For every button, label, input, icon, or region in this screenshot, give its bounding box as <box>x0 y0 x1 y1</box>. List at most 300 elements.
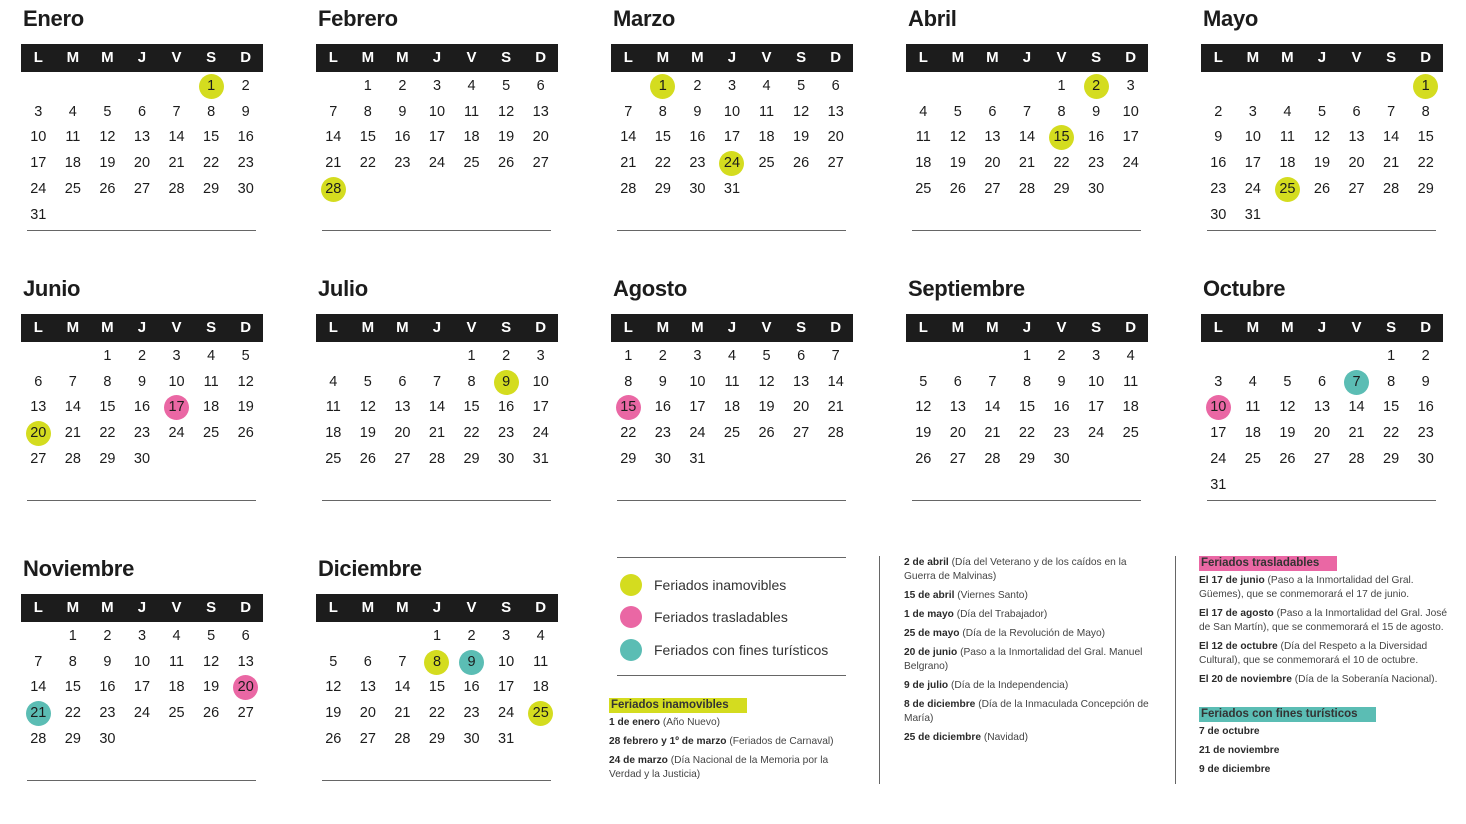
holiday-marker: 2 <box>1084 74 1109 99</box>
day-cell: 3 <box>1126 78 1135 94</box>
holiday-entry <box>904 646 1154 674</box>
day-cell: 1 <box>432 628 442 644</box>
day-cell: 13 <box>237 653 254 670</box>
weekday-label: D <box>830 319 842 336</box>
weekday-header <box>611 44 853 72</box>
day-cell: 12 <box>793 103 810 120</box>
holiday-date: 1 de enero <box>609 717 660 728</box>
day-cell: 7 <box>68 373 77 390</box>
day-cell: 27 <box>532 155 549 172</box>
day-cell: 22 <box>1018 425 1036 442</box>
weekday-label: D <box>535 599 547 616</box>
day-cell: 30 <box>463 730 480 747</box>
day-cell: 10 <box>532 373 549 390</box>
day-cell: 26 <box>237 425 254 442</box>
day-cell <box>420 650 455 676</box>
weekday-header <box>316 314 558 342</box>
day-cell: 2 <box>467 628 476 644</box>
day-cell: 7 <box>831 348 840 364</box>
day-cell: 2 <box>693 78 702 94</box>
weekday-label: M <box>951 49 965 66</box>
day-cell: 6 <box>398 373 407 390</box>
day-cell: 11 <box>169 653 185 670</box>
day-cell: 11 <box>203 373 219 390</box>
day-cell: 19 <box>325 705 342 722</box>
day-cell: 26 <box>359 450 376 467</box>
month-title: Septiembre <box>908 276 1025 301</box>
day-cell: 10 <box>1088 373 1105 390</box>
holiday-entry <box>1199 640 1449 668</box>
weekday-label: J <box>1022 319 1032 336</box>
day-cell: 17 <box>428 129 446 146</box>
holiday-date: 9 de julio <box>904 680 949 691</box>
day-cell: 6 <box>831 78 840 94</box>
holiday-date: 2 de abril <box>904 557 949 568</box>
month-divider <box>27 780 256 781</box>
day-cell: 2 <box>1421 348 1430 364</box>
day-cell: 19 <box>758 399 775 416</box>
day-cell: 2 <box>658 348 667 364</box>
day-cell: 5 <box>762 348 771 364</box>
day-cell <box>646 74 681 100</box>
day-cell: 22 <box>1383 425 1400 442</box>
day-cell: 20 <box>133 155 151 172</box>
weekday-header <box>21 44 263 72</box>
day-cell: 15 <box>64 679 81 696</box>
day-cell: 17 <box>532 399 549 416</box>
weekday-label: L <box>918 319 928 336</box>
weekday-label: J <box>1317 49 1327 66</box>
day-cell: 3 <box>34 103 43 120</box>
month-divider <box>322 500 551 501</box>
day-cell: 28 <box>827 425 844 442</box>
weekday-label: J <box>1022 49 1032 66</box>
month-divider <box>617 230 846 231</box>
weekday-label: D <box>830 49 842 66</box>
month-title: Abril <box>908 6 957 31</box>
month-title: Agosto <box>613 276 687 301</box>
day-cell: 11 <box>325 399 341 416</box>
day-cell: 26 <box>793 155 810 172</box>
day-cell: 9 <box>137 373 147 390</box>
holiday-description: (Paso a la Inmortalidad del Gral. José de San Martín), que se conmemorará el 15 de agosto. <box>1199 608 1448 633</box>
holiday-description: (Paso a la Inmortalidad del Gral. Manuel Belgrano) <box>904 647 1143 672</box>
day-cell: 20 <box>1313 425 1331 442</box>
holiday-date: El 12 de octubre <box>1199 641 1278 652</box>
weekday-label: D <box>535 319 547 336</box>
day-cell: 21 <box>984 425 1001 442</box>
weekday-label: M <box>951 319 965 336</box>
day-cell <box>194 74 229 100</box>
weekday-header <box>1201 44 1443 72</box>
day-cell: 21 <box>1018 155 1036 172</box>
weekday-label: D <box>1420 319 1432 336</box>
holiday-marker: 24 <box>719 151 744 176</box>
day-cell: 2 <box>103 628 112 644</box>
day-cell: 15 <box>1018 399 1036 416</box>
weekday-label: M <box>396 49 409 66</box>
day-cell: 26 <box>915 450 932 467</box>
day-cell: 4 <box>1248 373 1257 390</box>
holiday-entry <box>1199 744 1449 758</box>
day-cell: 31 <box>30 206 47 223</box>
inamovibles-title: Feriados inamovibles <box>609 698 747 713</box>
month-divider <box>27 500 256 501</box>
holiday-entry <box>609 716 849 730</box>
day-cell: 21 <box>1383 155 1400 172</box>
day-cell <box>523 701 558 727</box>
holiday-marker: 15 <box>616 395 641 420</box>
day-cell: 8 <box>103 373 112 390</box>
day-cell: 1 <box>68 628 77 644</box>
day-cell: 12 <box>325 679 342 696</box>
holiday-description: (Día de la Inmaculada Concepción de María) <box>904 699 1149 724</box>
month-divider <box>322 230 551 231</box>
day-cell: 19 <box>359 425 376 442</box>
month-divider <box>912 500 1141 501</box>
day-cell: 26 <box>758 425 775 442</box>
weekday-label: S <box>206 49 217 66</box>
day-cell: 27 <box>1313 450 1331 467</box>
weekday-label: S <box>501 49 512 66</box>
day-cell: 28 <box>168 180 185 197</box>
day-cell: 13 <box>949 399 966 416</box>
day-cell: 24 <box>1122 155 1139 172</box>
day-cell: 3 <box>536 348 545 364</box>
day-cell: 15 <box>428 679 446 696</box>
holiday-marker: 17 <box>164 395 189 420</box>
day-cell: 24 <box>689 425 706 442</box>
day-cell: 7 <box>398 653 407 670</box>
day-cell: 29 <box>620 450 637 467</box>
day-cell: 23 <box>463 705 480 722</box>
day-cell: 20 <box>827 129 844 146</box>
holiday-marker: 1 <box>1413 74 1438 99</box>
weekday-label: M <box>66 599 80 616</box>
weekday-label: M <box>66 319 80 336</box>
holiday-marker: 1 <box>650 74 675 99</box>
day-cell: 29 <box>463 450 480 467</box>
day-cell: 12 <box>237 373 254 390</box>
weekday-label: S <box>501 599 512 616</box>
day-cell: 10 <box>1122 103 1139 120</box>
day-cell: 17 <box>723 129 741 146</box>
day-cell <box>1079 74 1114 100</box>
day-cell: 1 <box>467 348 476 364</box>
pink-dot-icon <box>620 606 642 628</box>
day-cell: 6 <box>137 103 147 120</box>
day-cell: 27 <box>359 730 376 747</box>
day-cell: 27 <box>1348 180 1365 197</box>
day-cell <box>454 650 489 676</box>
day-cell: 21 <box>827 399 844 416</box>
day-cell: 9 <box>1092 103 1101 120</box>
weekday-label: S <box>1386 49 1397 66</box>
weekday-label: S <box>206 599 217 616</box>
day-cell <box>228 675 263 701</box>
day-cell: 25 <box>1122 425 1139 442</box>
day-cell: 7 <box>329 103 338 120</box>
holiday-description: (Día de la Soberanía Nacional). <box>1294 674 1438 685</box>
weekday-label: V <box>171 319 182 336</box>
holiday-date: 28 febrero y 1º de marzo <box>609 736 727 747</box>
day-cell: 16 <box>654 399 671 416</box>
weekday-label: M <box>1281 319 1294 336</box>
weekday-label: M <box>396 319 409 336</box>
day-cell: 30 <box>689 180 706 197</box>
day-cell: 15 <box>463 399 480 416</box>
month-title: Febrero <box>318 6 398 31</box>
weekday-label: D <box>240 599 252 616</box>
day-cell: 25 <box>463 155 480 172</box>
day-cell: 28 <box>1383 180 1400 197</box>
holiday-description: (Paso a la Inmortalidad del Gral. Güemes), que se conmemorará el 17 de junio. <box>1199 575 1414 600</box>
day-cell: 23 <box>689 155 706 172</box>
holiday-marker: 8 <box>424 650 449 675</box>
weekday-label: M <box>101 599 114 616</box>
holiday-date: El 20 de noviembre <box>1199 674 1292 685</box>
day-cell: 21 <box>64 425 81 442</box>
day-cell: 23 <box>1088 155 1105 172</box>
day-cell: 20 <box>984 155 1001 172</box>
day-cell: 12 <box>203 653 220 670</box>
day-cell: 31 <box>1210 476 1227 493</box>
day-cell: 23 <box>498 425 515 442</box>
day-cell: 3 <box>432 78 442 94</box>
day-cell: 19 <box>203 679 220 696</box>
weekday-header <box>21 594 263 622</box>
weekday-label: M <box>986 319 999 336</box>
month-title: Octubre <box>1203 276 1286 301</box>
day-cell: 4 <box>1126 348 1135 364</box>
day-cell: 5 <box>797 78 806 94</box>
day-cell: 23 <box>237 155 254 172</box>
day-cell: 27 <box>237 705 254 722</box>
day-cell: 12 <box>949 129 966 146</box>
day-cell: 11 <box>915 129 931 146</box>
day-cell: 28 <box>984 450 1001 467</box>
day-cell: 10 <box>689 373 706 390</box>
legend-item-turisticos <box>620 639 828 661</box>
day-cell: 26 <box>99 180 116 197</box>
day-cell <box>1044 125 1079 151</box>
weekday-label: V <box>171 599 182 616</box>
day-cell: 30 <box>1210 206 1227 223</box>
weekday-label: J <box>1317 319 1327 336</box>
day-cell: 17 <box>1244 155 1261 172</box>
day-cell: 4 <box>172 628 181 644</box>
day-cell: 5 <box>502 78 511 94</box>
turisticos-title: Feriados con fines turísticos <box>1199 707 1376 722</box>
day-cell: 27 <box>949 450 966 467</box>
day-cell: 17 <box>1088 399 1105 416</box>
weekday-label: V <box>1056 49 1067 66</box>
weekday-label: J <box>727 319 737 336</box>
day-cell: 8 <box>207 103 216 120</box>
day-cell: 29 <box>1053 180 1070 197</box>
holiday-description: (Día del Veterano y de los caídos en la Guerra de Malvinas) <box>904 557 1127 582</box>
day-cell: 24 <box>428 155 446 172</box>
holiday-marker: 20 <box>26 421 51 446</box>
day-cell: 22 <box>1053 155 1070 172</box>
weekday-label: L <box>328 319 338 336</box>
month-title: Enero <box>23 6 84 31</box>
day-cell: 4 <box>68 103 77 120</box>
day-cell: 22 <box>463 425 480 442</box>
holiday-description: (Navidad) <box>983 732 1029 743</box>
day-cell: 9 <box>1421 373 1430 390</box>
day-cell: 14 <box>428 399 446 416</box>
day-cell: 7 <box>988 373 997 390</box>
legend-item-inamovibles <box>620 574 786 596</box>
day-cell: 22 <box>203 155 220 172</box>
weekday-label: M <box>691 49 704 66</box>
day-cell: 9 <box>1057 373 1066 390</box>
weekday-label: S <box>1091 319 1102 336</box>
holiday-date: 15 de abril <box>904 590 955 601</box>
weekday-label: L <box>33 319 43 336</box>
day-cell: 10 <box>498 653 515 670</box>
day-cell: 13 <box>30 399 47 416</box>
day-cell: 28 <box>394 730 411 747</box>
day-cell: 27 <box>827 155 844 172</box>
weekday-label: V <box>466 319 477 336</box>
holiday-entry <box>904 698 1154 726</box>
day-cell: 10 <box>133 653 151 670</box>
day-cell: 30 <box>133 450 151 467</box>
day-cell: 22 <box>428 705 446 722</box>
month-divider <box>617 500 846 501</box>
weekday-label: M <box>66 49 80 66</box>
day-cell: 20 <box>793 399 810 416</box>
day-cell: 12 <box>99 129 116 146</box>
day-cell: 20 <box>1348 155 1365 172</box>
day-cell: 30 <box>498 450 515 467</box>
day-cell: 16 <box>463 679 480 696</box>
day-cell: 25 <box>325 450 342 467</box>
day-cell: 22 <box>620 425 637 442</box>
trasladables-title: Feriados trasladables <box>1199 556 1337 571</box>
holiday-entry <box>904 627 1154 641</box>
day-cell: 28 <box>64 450 81 467</box>
holiday-description: (Viernes Santo) <box>957 590 1028 601</box>
day-cell: 10 <box>168 373 185 390</box>
weekday-label: M <box>361 49 375 66</box>
day-cell: 17 <box>133 679 151 696</box>
day-cell: 29 <box>428 730 446 747</box>
day-cell: 22 <box>1417 155 1434 172</box>
weekday-label: J <box>137 319 147 336</box>
day-cell: 30 <box>99 730 116 747</box>
day-cell: 10 <box>1244 129 1261 146</box>
day-cell: 7 <box>624 103 633 120</box>
day-cell: 5 <box>1317 103 1327 120</box>
day-cell: 4 <box>467 78 476 94</box>
holiday-description: (Día del Respeto a la Diversidad Cultural), que se conmemorará el 10 de octubre. <box>1199 641 1428 666</box>
day-cell <box>159 395 194 421</box>
day-cell: 7 <box>1387 103 1396 120</box>
day-cell: 6 <box>34 373 43 390</box>
day-cell <box>1270 177 1305 203</box>
holiday-date: El 17 de agosto <box>1199 608 1274 619</box>
day-cell: 9 <box>241 103 250 120</box>
day-cell: 19 <box>915 425 932 442</box>
day-cell: 3 <box>693 348 702 364</box>
day-cell: 4 <box>1283 103 1292 120</box>
weekday-label: M <box>361 599 375 616</box>
day-cell: 22 <box>654 155 671 172</box>
day-cell <box>1408 74 1443 100</box>
inamovibles-list-part2 <box>904 556 1154 750</box>
day-cell: 8 <box>363 103 372 120</box>
day-cell: 24 <box>168 425 185 442</box>
day-cell: 18 <box>1122 399 1139 416</box>
holiday-date: El 17 de junio <box>1199 575 1265 586</box>
day-cell: 20 <box>532 129 549 146</box>
day-cell: 9 <box>1214 129 1223 146</box>
day-cell: 16 <box>133 399 151 416</box>
holiday-date: 24 de marzo <box>609 755 668 766</box>
day-cell: 4 <box>727 348 737 364</box>
day-cell: 31 <box>689 450 706 467</box>
day-cell: 14 <box>394 679 411 696</box>
day-cell: 30 <box>1088 180 1105 197</box>
weekday-header <box>316 44 558 72</box>
day-cell: 25 <box>1244 450 1261 467</box>
day-cell: 31 <box>723 180 741 197</box>
day-cell: 18 <box>758 129 775 146</box>
weekday-label: L <box>1213 49 1223 66</box>
day-cell: 20 <box>949 425 966 442</box>
day-cell <box>316 177 351 203</box>
day-cell: 14 <box>1018 129 1036 146</box>
day-cell: 29 <box>203 180 220 197</box>
day-cell <box>21 421 56 447</box>
day-cell: 5 <box>329 653 338 670</box>
day-cell: 19 <box>1313 155 1331 172</box>
day-cell: 22 <box>64 705 81 722</box>
day-cell: 11 <box>1279 129 1295 146</box>
holiday-marker: 7 <box>1344 370 1369 395</box>
holiday-entry <box>904 589 1154 603</box>
day-cell: 18 <box>325 425 342 442</box>
weekday-label: V <box>761 49 772 66</box>
day-cell: 6 <box>1352 103 1361 120</box>
day-cell: 25 <box>758 155 775 172</box>
day-cell: 15 <box>203 129 220 146</box>
day-cell: 3 <box>172 348 181 364</box>
day-cell: 30 <box>237 180 254 197</box>
weekday-label: M <box>656 49 670 66</box>
day-cell: 14 <box>1348 399 1365 416</box>
holiday-entry <box>1199 574 1449 602</box>
weekday-label: V <box>1351 49 1362 66</box>
day-cell: 3 <box>502 628 511 644</box>
day-cell: 23 <box>1053 425 1070 442</box>
day-cell: 28 <box>620 180 637 197</box>
weekday-label: L <box>623 49 633 66</box>
day-cell <box>1339 370 1374 396</box>
day-cell: 13 <box>359 679 376 696</box>
day-cell: 13 <box>1313 399 1331 416</box>
holiday-entry <box>609 735 849 749</box>
day-cell: 6 <box>797 348 806 364</box>
day-cell: 7 <box>1022 103 1032 120</box>
weekday-label: L <box>328 599 338 616</box>
day-cell: 24 <box>30 180 47 197</box>
day-cell: 9 <box>693 103 702 120</box>
day-cell: 14 <box>325 129 342 146</box>
